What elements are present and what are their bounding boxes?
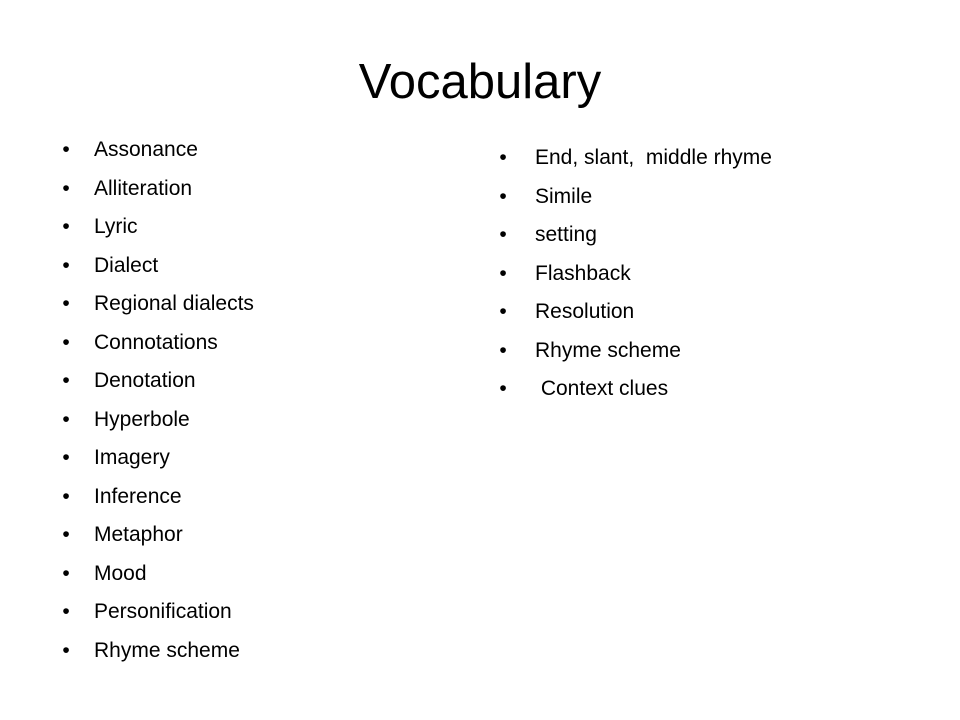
list-item-label: Denotation [94, 369, 196, 392]
list-item-label: Alliteration [94, 176, 193, 200]
list-item-label: Dialect [94, 253, 159, 277]
list-item [60, 289, 460, 328]
bullet-icon: • [62, 253, 70, 277]
bullet-icon: • [62, 176, 70, 200]
list-item-label: Assonance [94, 138, 198, 161]
list-item [60, 328, 460, 367]
list-item [60, 135, 460, 174]
list-item [60, 443, 460, 482]
bullet-icon: • [62, 561, 70, 585]
bullet-icon: • [62, 523, 70, 546]
list-item [497, 259, 917, 298]
list-item-label: Lyric [94, 215, 138, 238]
list-item-label: Mood [94, 561, 147, 585]
bullet-icon: • [499, 338, 507, 362]
list-item [60, 405, 460, 444]
slide-title: Vocabulary [358, 55, 602, 109]
list-item [60, 366, 460, 405]
left-vocabulary-list [60, 135, 460, 674]
list-item [497, 336, 917, 375]
bullet-icon: • [499, 300, 507, 323]
bullet-icon: • [499, 261, 507, 285]
right-vocabulary-list [497, 143, 917, 413]
bullet-icon: • [499, 184, 507, 208]
bullet-icon: • [62, 407, 70, 431]
list-item-label: Rhyme scheme [94, 638, 240, 662]
bullet-icon: • [62, 600, 70, 623]
bullet-icon: • [62, 638, 70, 662]
list-item [497, 297, 917, 336]
list-item [60, 174, 460, 213]
bullet-icon: • [62, 292, 70, 315]
bullet-icon: • [62, 138, 70, 161]
bullet-icon: • [499, 223, 507, 246]
list-item [60, 520, 460, 559]
bullet-icon: • [62, 215, 70, 238]
bullet-icon: • [62, 446, 70, 469]
list-item-label: Connotations [94, 330, 218, 354]
bullet-icon: • [62, 369, 70, 392]
list-item [60, 212, 460, 251]
list-item [497, 182, 917, 221]
list-item-label: Imagery [94, 446, 170, 469]
list-item [60, 636, 460, 675]
list-item-label: Regional dialects [94, 292, 254, 315]
list-item [497, 143, 917, 182]
list-item-label: Rhyme scheme [535, 338, 681, 362]
list-item-label: Context clues [535, 377, 669, 400]
list-item-label: Resolution [535, 300, 635, 323]
list-item-label: Simile [535, 184, 593, 208]
list-item [60, 251, 460, 290]
list-item [60, 559, 460, 598]
list-item [497, 374, 917, 413]
list-item-label: Inference [94, 484, 182, 508]
bullet-icon: • [62, 484, 70, 508]
list-item-label: Hyperbole [94, 407, 190, 431]
list-item-label: setting [535, 223, 597, 246]
list-item-label: Metaphor [94, 523, 183, 546]
bullet-icon: • [499, 377, 507, 400]
list-item-label: Personification [94, 600, 232, 623]
list-item-label: Flashback [535, 261, 631, 285]
bullet-icon: • [499, 146, 507, 169]
list-item [497, 220, 917, 259]
bullet-icon: • [62, 330, 70, 354]
list-item [60, 597, 460, 636]
list-item [60, 482, 460, 521]
list-item-label: End, slant, middle rhyme [535, 146, 772, 169]
